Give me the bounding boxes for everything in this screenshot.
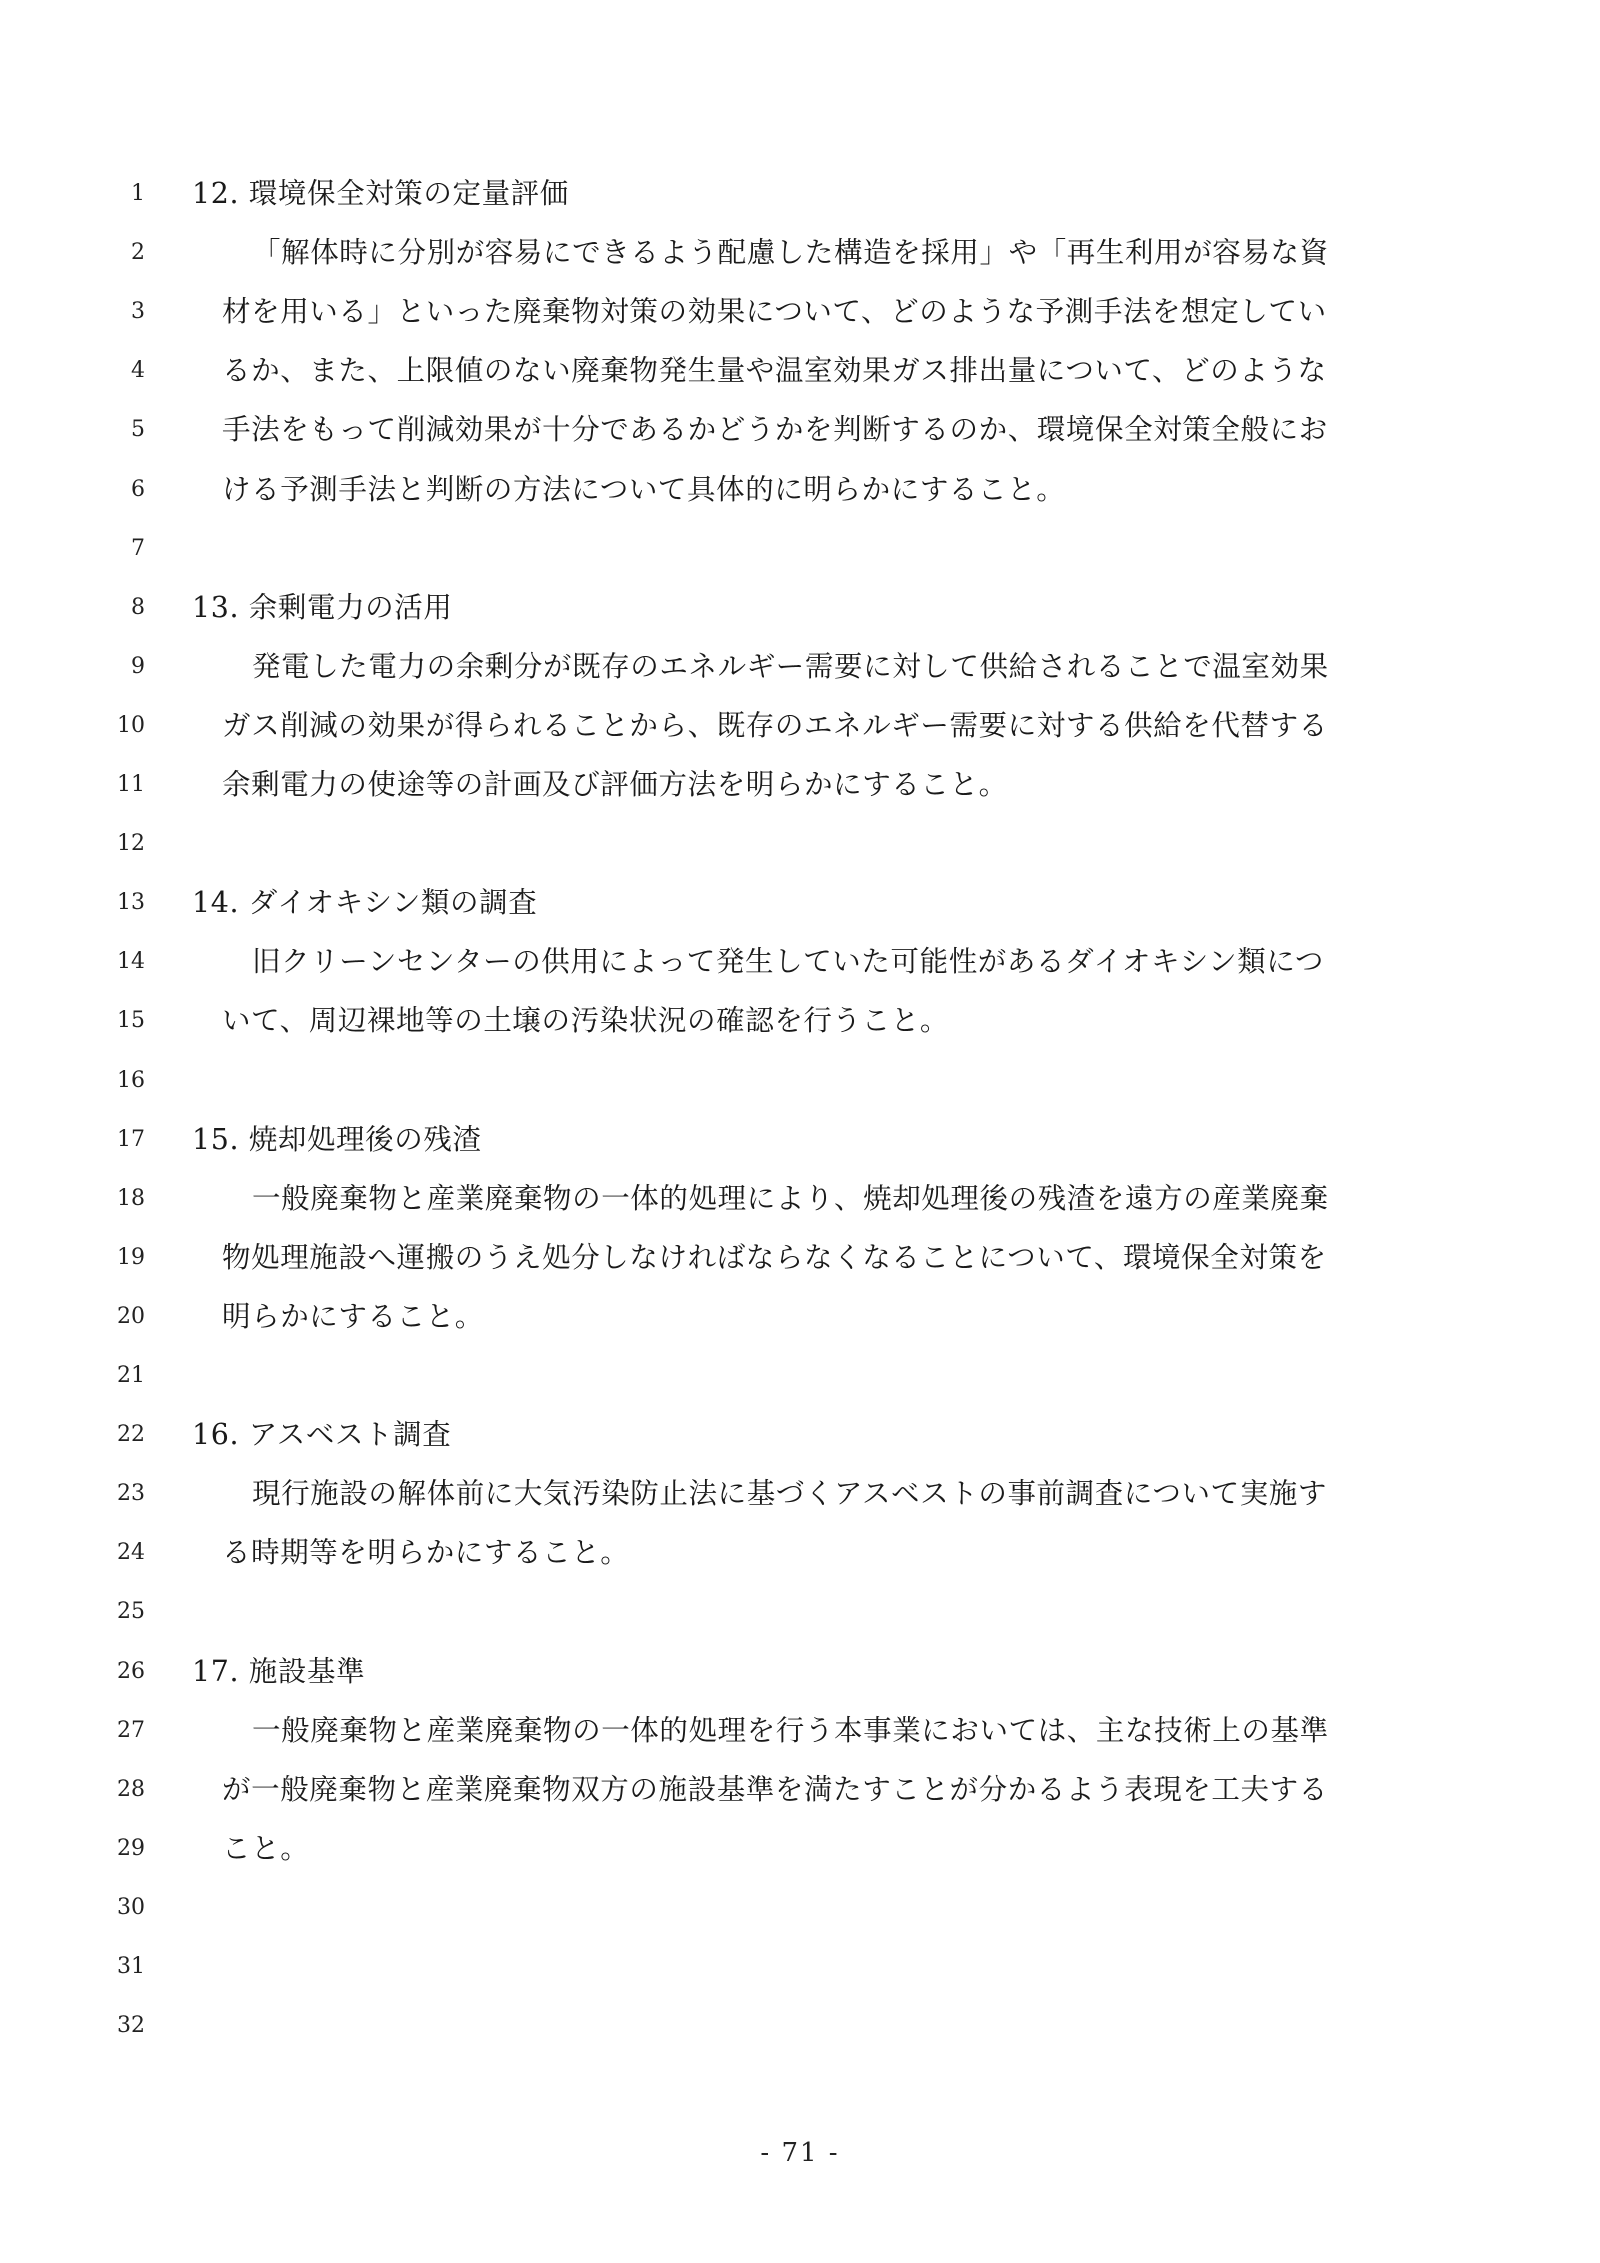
paragraph-line: ガス削減の効果が得られることから、既存のエネルギー需要に対する供給を代替する xyxy=(222,708,1328,742)
paragraph-line: こと。 xyxy=(222,1831,310,1865)
line-number: 6 xyxy=(131,476,145,502)
document-line xyxy=(0,164,1600,223)
section-heading: 14. ダイオキシン類の調査 xyxy=(192,886,538,920)
document-line xyxy=(0,1642,1600,1701)
document-line xyxy=(0,1346,1600,1405)
line-number: 13 xyxy=(117,890,145,916)
document-line xyxy=(0,1051,1600,1110)
line-number: 16 xyxy=(117,1067,145,1093)
paragraph-line: る時期等を明らかにすること。 xyxy=(222,1536,630,1570)
document-line xyxy=(0,1110,1600,1169)
document-line xyxy=(0,1464,1600,1523)
line-number: 12 xyxy=(117,831,145,857)
line-number: 25 xyxy=(117,1599,145,1625)
line-number: 7 xyxy=(131,535,145,561)
line-number: 30 xyxy=(117,1894,145,1920)
line-number: 31 xyxy=(117,1954,145,1979)
document-line xyxy=(0,1169,1600,1228)
paragraph-line: ける予測手法と判断の方法について具体的に明らかにすること。 xyxy=(222,472,1066,506)
line-number: 17 xyxy=(117,1126,145,1152)
paragraph-line: るか、また、上限値のない廃棄物発生量や温室効果ガス排出量について、どのような xyxy=(222,354,1327,388)
page-number: - 71 - xyxy=(760,2138,840,2168)
document-line xyxy=(0,1405,1600,1464)
section-heading: 15. 焼却処理後の残渣 xyxy=(192,1122,482,1156)
paragraph-line: 旧クリーンセンターの供用によって発生していた可能性があるダイオキシン類につ xyxy=(252,945,1324,979)
document-line xyxy=(0,341,1600,400)
line-number: 19 xyxy=(117,1244,145,1270)
paragraph-line: いて、周辺裸地等の土壌の汚染状況の確認を行うこと。 xyxy=(222,1004,949,1038)
line-number: 11 xyxy=(117,772,145,797)
document-line xyxy=(0,696,1600,755)
line-number: 26 xyxy=(117,1658,145,1684)
line-number: 24 xyxy=(117,1540,145,1566)
section-heading: 13. 余剰電力の活用 xyxy=(192,590,453,624)
document-line xyxy=(0,637,1600,696)
line-number: 8 xyxy=(131,594,145,620)
line-number: 14 xyxy=(117,949,145,975)
paragraph-line: 発電した電力の余剰分が既存のエネルギー需要に対して供給されることで温室効果 xyxy=(252,649,1329,683)
line-number: 22 xyxy=(117,1422,145,1448)
document-line xyxy=(0,1819,1600,1878)
line-number: 32 xyxy=(117,2013,145,2039)
line-number: 15 xyxy=(117,1008,145,1034)
paragraph-line: 明らかにすること。 xyxy=(222,1299,484,1333)
document-line xyxy=(0,282,1600,341)
document-line xyxy=(0,578,1600,637)
line-number: 29 xyxy=(117,1835,145,1861)
paragraph-line: 一般廃棄物と産業廃棄物の一体的処理を行う本事業においては、主な技術上の基準 xyxy=(252,1713,1329,1747)
document-line xyxy=(0,1582,1600,1641)
line-number: 23 xyxy=(117,1481,145,1507)
line-number: 18 xyxy=(117,1185,145,1211)
line-number: 28 xyxy=(117,1776,145,1802)
paragraph-line: 余剰電力の使途等の計画及び評価方法を明らかにすること。 xyxy=(222,768,1008,801)
document-line xyxy=(0,932,1600,991)
document-line xyxy=(0,755,1600,814)
document-line xyxy=(0,460,1600,519)
document-line xyxy=(0,1701,1600,1760)
line-number: 20 xyxy=(117,1303,145,1329)
line-number: 10 xyxy=(117,712,145,738)
paragraph-line: 現行施設の解体前に大気汚染防止法に基づくアスベストの事前調査について実施す xyxy=(252,1477,1327,1511)
paragraph-line: が一般廃棄物と産業廃棄物双方の施設基準を満たすことが分かるよう表現を工夫する xyxy=(222,1772,1328,1806)
document-line xyxy=(0,1228,1600,1287)
document-line xyxy=(0,519,1600,578)
line-number: 3 xyxy=(131,299,145,325)
section-heading: 17. 施設基準 xyxy=(192,1654,366,1688)
line-number: 2 xyxy=(131,240,145,266)
document-line xyxy=(0,223,1600,282)
paragraph-line: 物処理施設へ運搬のうえ処分しなければならなくなることについて、環境保全対策を xyxy=(222,1240,1327,1274)
line-number: 5 xyxy=(131,417,145,443)
line-number: 21 xyxy=(117,1363,145,1388)
section-heading: 12. 環境保全対策の定量評価 xyxy=(192,177,569,210)
document-line xyxy=(0,814,1600,873)
paragraph-line: 材を用いる」といった廃棄物対策の効果について、どのような予測手法を想定してい xyxy=(222,295,1327,329)
paragraph-line: 一般廃棄物と産業廃棄物の一体的処理により、焼却処理後の残渣を遠方の産業廃棄 xyxy=(252,1181,1329,1215)
document-line xyxy=(0,991,1600,1050)
document-line xyxy=(0,1996,1600,2055)
document-line xyxy=(0,1523,1600,1582)
document-line xyxy=(0,1760,1600,1819)
line-number: 4 xyxy=(131,358,145,384)
document-line xyxy=(0,1937,1600,1996)
document-line xyxy=(0,1878,1600,1937)
document-line xyxy=(0,400,1600,459)
paragraph-line: 手法をもって削減効果が十分であるかどうかを判断するのか、環境保全対策全般にお xyxy=(222,413,1328,447)
paragraph-line: 「解体時に分別が容易にできるよう配慮した構造を採用」や「再生利用が容易な資 xyxy=(252,236,1329,270)
document-line xyxy=(0,1287,1600,1346)
document-line xyxy=(0,873,1600,932)
line-number: 1 xyxy=(131,181,145,206)
line-number: 9 xyxy=(131,653,145,679)
section-heading: 16. アスベスト調査 xyxy=(192,1418,452,1452)
line-number: 27 xyxy=(117,1717,145,1743)
